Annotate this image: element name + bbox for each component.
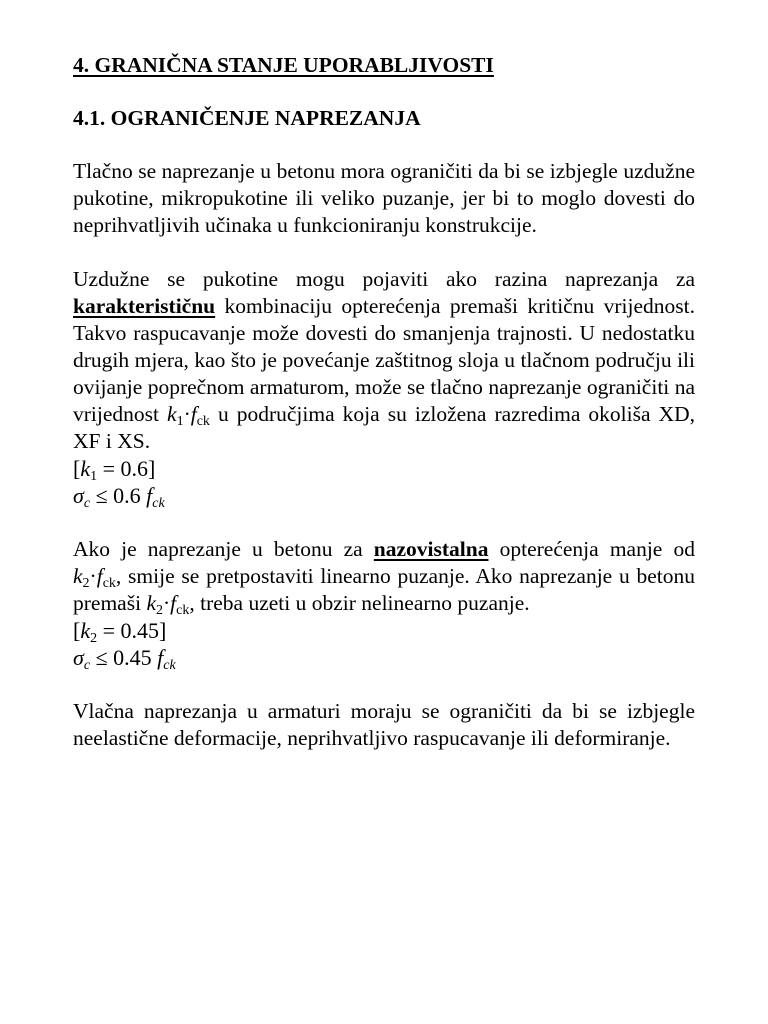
- text-run: , treba uzeti u obzir nelinearno puzanje.: [189, 591, 530, 615]
- symbol-f: f: [96, 564, 103, 588]
- section-heading: 4. GRANIČNA STANJE UPORABLJIVOSTI: [73, 53, 494, 77]
- text-run: u područjima koja su izložena razredima okoliša XD, XF i XS.: [73, 402, 695, 453]
- paragraph-intro: Tlačno se naprezanje u betonu mora ograničiti da bi se izbjegle uzdužne pukotine, mikropukotine ili veliko puzanje, jer bi to moglo dovesti do neprihvatljivih učinaka u funkcioniranju konstrukcije.: [73, 159, 695, 237]
- subscript: 2: [82, 576, 90, 591]
- text-run: ·: [162, 591, 171, 615]
- subscript: 2: [155, 603, 163, 618]
- symbol-f: f: [157, 645, 164, 670]
- emphasis-quasi-permanent: nazovistalna: [373, 537, 489, 561]
- document-page: [73, 52, 695, 752]
- subscript: ck: [152, 496, 165, 511]
- inequality-1: [73, 482, 695, 509]
- bracket: [: [73, 618, 81, 643]
- text-run: opterećenja manje od: [488, 537, 695, 561]
- subscript: ck: [196, 414, 210, 429]
- subscript: c: [83, 496, 91, 511]
- bracket: [: [73, 456, 81, 481]
- relation: ≤ 0.6: [90, 483, 141, 508]
- paragraph-characteristic: [73, 266, 695, 455]
- text-run: ·: [89, 564, 97, 588]
- text-run: kombinaciju opterećenja premaši kritičnu vrijednost. Takvo raspucavanje može dovesti do smanjenja trajnosti. U nedostatku drugih mjera, kao što je povećanje zaštitnog sloja u tlačnom području ili ovijanje poprečnom armaturom, može se tlačno naprezanje ograničiti na vrijednost: [73, 294, 695, 426]
- symbol-k: k: [167, 402, 177, 426]
- symbol-f: f: [190, 402, 197, 426]
- text-run: Ako je naprezanje u betonu za: [73, 537, 374, 561]
- subscript: 2: [90, 631, 98, 646]
- emphasis-characteristic: karakterističnu: [73, 294, 216, 318]
- subscript: 1: [90, 469, 98, 484]
- symbol-k: k: [73, 564, 83, 588]
- subscript: ck: [176, 603, 190, 618]
- symbol-k: k: [80, 456, 91, 481]
- equation-rest: = 0.6]: [97, 456, 156, 481]
- symbol-k: k: [80, 618, 91, 643]
- symbol-f: f: [146, 483, 153, 508]
- subsection-heading: 4.1. OGRANIČENJE NAPREZANJA: [73, 106, 421, 130]
- subscript: ck: [163, 658, 176, 673]
- inequality-2: [73, 644, 695, 671]
- equation-k1: [73, 455, 695, 482]
- paragraph-quasi-permanent: [73, 536, 695, 617]
- text-run: Uzdužne se pukotine mogu pojaviti ako razina naprezanja za: [73, 267, 695, 291]
- equation-rest: = 0.45]: [97, 618, 167, 643]
- subscript: ck: [102, 576, 116, 591]
- text-run: , smije se pretpostaviti linearno puzanje. Ako naprezanje u betonu premaši: [73, 564, 695, 615]
- paragraph-tensile: Vlačna naprezanja u armaturi moraju se ograničiti da bi se izbjegle neelastične deformacije, neprihvatljivo raspucavanje ili deformiranje.: [73, 699, 695, 750]
- symbol-f: f: [170, 591, 177, 615]
- subscript: c: [83, 658, 91, 673]
- text-run: ·: [183, 402, 191, 426]
- symbol-sigma: σ: [73, 645, 84, 670]
- equation-k2: [73, 617, 695, 644]
- symbol-k: k: [146, 591, 156, 615]
- symbol-sigma: σ: [73, 483, 84, 508]
- relation: ≤ 0.45: [90, 645, 152, 670]
- subscript: 1: [176, 414, 184, 429]
